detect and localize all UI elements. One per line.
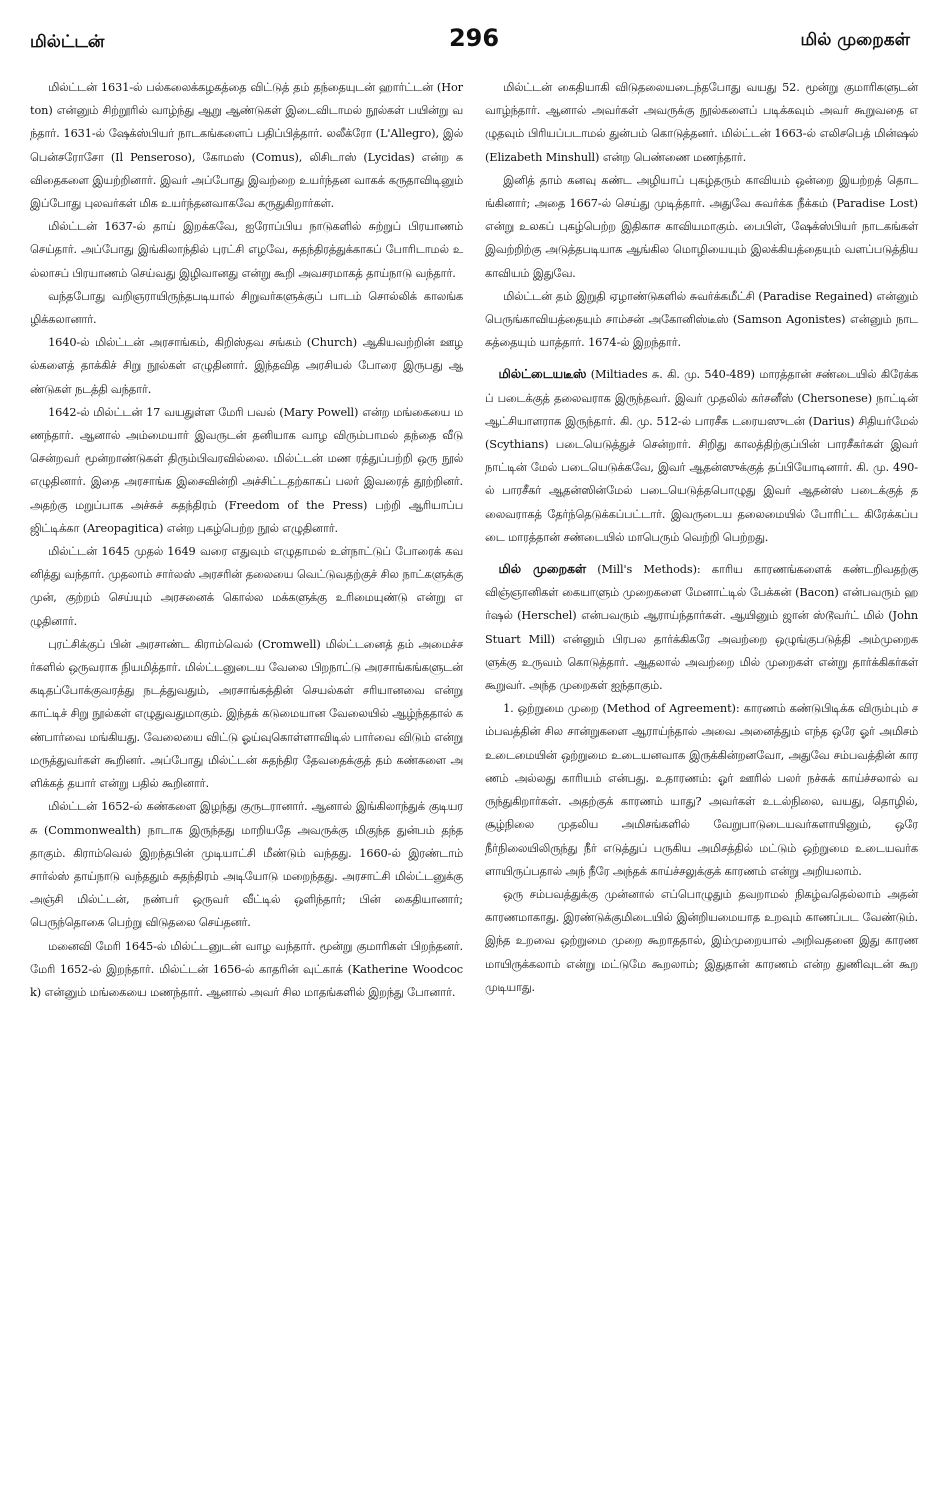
entry-heading: மில்ட்டையடீஸ்	[498, 366, 587, 382]
header-right-keyword: மில் முறைகள்	[800, 30, 910, 50]
paragraph: மில்ட்டன் கைதியாகி விடுதலையடைந்தபோது வயது 52. மூன்று குமாரிகளுடன் வாழ்ந்தார். ஆனால் அவர்கள் அவருக்கு நூல்களைப் படிக்கவும் அவர் கூறுவதை எழுதவும் பிரியப்படாமல் துன்பம் கொடுத்தனர். மில்ட்டன் 1663-ல் எலிசபெத் மின்ஷல் (Elizabeth Minshull) என்ற பெண்ணை மணந்தார்.	[485, 81, 918, 164]
right-column	[485, 76, 918, 1004]
paragraph: 1640-ல் மில்ட்டன் அரசாங்கம், கிறிஸ்தவ சங்கம் (Church) ஆகியவற்றின் ஊழல்களைத் தாக்கிச் சிறு நூல்கள் எழுதினார். இந்தவித அரசியல் போரை இருபது ஆண்டுகள் நடத்தி வந்தார்.	[30, 336, 463, 396]
entry-text: (Mill's Methods): காரிய காரணங்களைக் கண்டறிவதற்கு விஞ்ஞானிகள் கையாளும் முறைகளை மேனாட்டில் பேக்கன் (Bacon) என்பவரும் ஹர்ஷல் (Herschel) என்பவரும் ஆராய்ந்தார்கள். ஆயினும் ஜான் ஸ்டூவர்ட் மில் (John Stuart Mill) என்னும் பிரபல தார்க்கிகரே அவற்றை ஒழுங்குபடுத்தி அம்முறைகளுக்கு உருவம் கொடுத்தார். ஆதலால் அவற்றை மில் முறைகள் என்று தார்க்கிகர்கள் கூறுவர். அந்த முறைகள் ஐந்தாகும்.	[485, 563, 919, 693]
left-column	[30, 76, 463, 1004]
header-left-keyword: மில்ட்டன்	[30, 32, 105, 52]
entry-heading: மில் முறைகள்	[498, 561, 587, 577]
paragraph: ஒரு சம்பவத்துக்கு முன்னால் எப்பொழுதும் தவறாமல் நிகழ்வதெல்லாம் அதன் காரணமாகாது. இரண்டுக்குமிடையில் இன்றியமையாத உறவும் காணப்பட வேண்டும். இந்த உறவை ஒற்றுமை முறை கூறாததால், இம்முறையால் அறிவதனை இது காரணமாயிருக்கலாம் என்று மட்டுமே கூறலாம்; இதுதான் காரணம் என்ற துணிவுடன் கூற முடியாது.	[485, 887, 918, 994]
paragraph: 1642-ல் மில்ட்டன் 17 வயதுள்ள மேரி பவல் (Mary Powell) என்ற மங்கையை மணந்தார். ஆனால் அம்மையார் இவருடன் தனியாக வாழ விரும்பாமல் தந்தை வீடு சென்றவர் மூன்றாண்டுகள் திரும்பிவரவில்லை. மில்ட்டன் மண ரத்துப்பற்றி ஒரு நூல் எழுதினார். இதை அரசாங்க இசைவின்றி அச்சிட்டதற்காகப் பலர் இவரைத் தூற்றினர். அதற்கு மறுப்பாக அச்சுச் சுதந்திரம் (Freedom of the Press) பற்றி ஆரியாப்ப ஜிட்டிக்கா (Areopagitica) என்ற புகழ்பெற்ற நூல் எழுதினார்.	[30, 405, 463, 535]
paragraph: மனைவி மேரி 1645-ல் மில்ட்டனுடன் வாழ வந்தார். மூன்று குமாரிகள் பிறந்தனர். மேரி 1652-ல் இறந்தார். மில்ட்டன் 1656-ல் காதரின் வுட்காக் (Katherine Woodcock) என்னும் மங்கையை மணந்தார். ஆனால் அவர் சில மாதங்களில் இறந்து போனார்.	[30, 939, 463, 999]
paragraph: மில்ட்டன் 1652-ல் கண்களை இழந்து குருடரானார். ஆனால் இங்கிலாந்துக் குடியரசு (Commonwealth) நாடாக இருந்தது மாறியதே அவருக்கு மிகுந்த துன்பம் தந்ததாகும். கிராம்வெல் இறந்தபின் முடியாட்சி மீண்டும் வந்தது. 1660-ல் இரண்டாம் சார்ல்ஸ் தாய்நாடு வந்ததும் சுதந்திரம் அடியோடு மறைந்தது. அரசாட்சி மில்ட்டனுக்கு அஞ்சி மில்ட்டன், நண்பர் ஒருவர் வீட்டில் ஒளிந்தார்; பின் கைதியானார்; பெருந்தொகை பெற்று விடுதலை செய்தனர்.	[30, 800, 463, 930]
method-of-agreement: 1. ஒற்றுமை முறை (Method of Agreement): காரணம் கண்டுபிடிக்க விரும்பும் சம்பவத்தின் சில சான்றுகளை ஆராய்ந்தால் அவை அனைத்தும் எந்த ஒரே ஓர் அமிசம் உடைமையின் ஒற்றுமை உடையனவாக இருக்கின்றனவோ, அதுவே சம்பவத்தின் காரணம் அல்லது காரியம் என்பது. உதாரணம்: ஓர் ஊரில் பலர் நச்சுக் காய்ச்சலால் வருந்துகிறார்கள். அதற்குக் காரணம் யாது? அவர்கள் உடல்நிலை, வயது, தொழில், சூழ்நிலை முதலிய அமிசங்களில் வேறுபாடுடையவர்களாயினும், ஒரே நீர்நிலையிலிருந்து நீர் எடுத்துப் பருகிய அமிசத்தில் மட்டும் ஒற்றுமை உடையவர்களாயிருப்பதால் அந் நீரே அந்தக் காய்ச்சலுக்குக் காரணம் என்று அறியலாம்.	[485, 702, 918, 878]
paragraph: மில்ட்டன் 1631-ல் பல்கலைக்கழகத்தை விட்டுத் தம் தந்தையுடன் ஹார்ட்டன் (Horton) என்னும் சிற்றூரில் வாழ்ந்து ஆறு ஆண்டுகள் இடைவிடாமல் நூல்கள் பயின்று வந்தார். 1631-ல் ஷேக்ஸ்பியர் நாடகங்களைப் பதிப்பித்தார். லலீக்ரோ (L'Allegro), இல் பென்சரோசோ (Il Penseroso), கோமஸ் (Comus), லிசிடாஸ் (Lycidas) என்ற கவிதைகளை இயற்றினார். இவர் அப்போது இவற்றை உயர்ந்தன வாகக் கருதாவிடினும் இப்போது புலவர்கள் மிக உயர்ந்தனவாகவே கருதுகிறார்கள்.	[30, 81, 463, 211]
entry-text: (Miltiades சு. கி. மு. 540-489) மாரத்தான் சண்டையில் கிரேக்கப் படைக்குத் தலைவராக இருந்தவர். இவர் முதலில் கர்சனீஸ் (Chersonese) நாட்டின் ஆட்சியாளராக இருந்தார். கி. மு. 512-ல் பாரசீக டரையஸுடன் (Darius) சிதியர்மேல் (Scythians) படையெடுத்துச் சென்றார். சிறிது காலத்திற்குப்பின் பாரசீகர்கள் இவர் நாட்டின் மேல் படையெடுக்கவே, இவர் ஆதன்ஸுக்குத் தப்பியோடினார். கி. மு. 490-ல் பாரசீகர் ஆதன்ஸின்மேல் படையெடுத்தபொழுது இவர் ஆதன்ஸ் படைக்குத் தலைவராகத் தேர்ந்தெடுக்கப்பட்டார். இவருடைய தலைமையில் போரிட்ட கிரேக்கப்படை மாரத்தான் சண்டையில் மாபெரும் வெற்றி பெற்றது.	[485, 368, 918, 544]
entry-miltiades	[485, 362, 918, 549]
two-column-body	[30, 76, 918, 1004]
paragraph: வந்தபோது வறிஞராயிருந்தபடியால் சிறுவர்களுக்குப் பாடம் சொல்லிக் காலங்கழிக்கலானார்.	[30, 289, 463, 327]
paragraph: இனித் தாம் கனவு கண்ட அழியாப் புகழ்தரும் காவியம் ஒன்றை இயற்றத் தொடங்கினார்; அதை 1667-ல் செய்து முடித்தார். அதுவே சுவர்க்க நீக்கம் (Paradise Lost) என்று உலகப் புகழ்பெற்ற இதிகாச காவியமாகும். பைபிள், ஷேக்ஸ்பியர் நாடகங்கள் இவற்றிற்கு அடுத்தபடியாக ஆங்கில மொழியையும் இலக்கியத்தையும் வளப்படுத்திய காவியம் இதுவே.	[485, 173, 918, 280]
paragraph: புரட்சிக்குப் பின் அரசாண்ட கிராம்வெல் (Cromwell) மில்ட்டனைத் தம் அமைச்சர்களில் ஒருவராக நியமித்தார். மில்ட்டனுடைய வேலை பிறநாட்டு அரசாங்கங்களுடன் கடிதப்போக்குவரத்து நடத்துவதும், அரசாங்கத்தின் செயல்கள் சரியானவை என்று காட்டிச் சிறு நூல்கள் எழுதுவதுமாகும். இந்தக் கடுமையான வேலையில் ஆழ்ந்ததால் கண்பார்வை மங்கியது. வேலையை விட்டு ஓய்வுகொள்ளாவிடில் பார்வை விடும் என்று மருத்துவர்கள் கூறினர். அப்போது மில்ட்டன் சுதந்திர தேவதைக்குத் தம் கண்களை அளிக்கத் தயார் என்று பதில் கூறினார்.	[30, 637, 463, 791]
page-number: 296	[448, 24, 500, 52]
entry-mills-methods	[485, 557, 918, 697]
paragraph: மில்ட்டன் 1645 முதல் 1649 வரை எதுவும் எழுதாமல் உள்நாட்டுப் போரைக் கவனித்து வந்தார். முதலாம் சார்லஸ் அரசரின் தலையை வெட்டுவதற்குச் சில நாட்களுக்கு முன், குற்றம் செய்யும் அரசனைக் கொல்ல மக்களுக்கு உரிமையுண்டு என்று எழுதினார்.	[30, 545, 463, 628]
paragraph: மில்ட்டன் 1637-ல் தாய் இறக்கவே, ஐரோப்பிய நாடுகளில் சுற்றுப் பிரயாணம் செய்தார். அப்போது இங்கிலாந்தில் புரட்சி எழவே, சுதந்திரத்துக்காகப் போரிடாமல் உல்லாசப் பிரயாணம் செய்வது இழிவானது என்று கூறி அவசரமாகத் தாய்நாடு வந்தார்.	[30, 220, 463, 280]
page-header	[30, 22, 918, 62]
paragraph: மில்ட்டன் தம் இறுதி ஏழாண்டுகளில் சுவர்க்கமீட்சி (Paradise Regained) என்னும் பெருங்காவியத்தையும் சாம்சன் அகோனிஸ்டீஸ் (Samson Agonistes) என்னும் நாடகத்தையும் யாத்தார். 1674-ல் இறந்தார்.	[485, 289, 918, 350]
